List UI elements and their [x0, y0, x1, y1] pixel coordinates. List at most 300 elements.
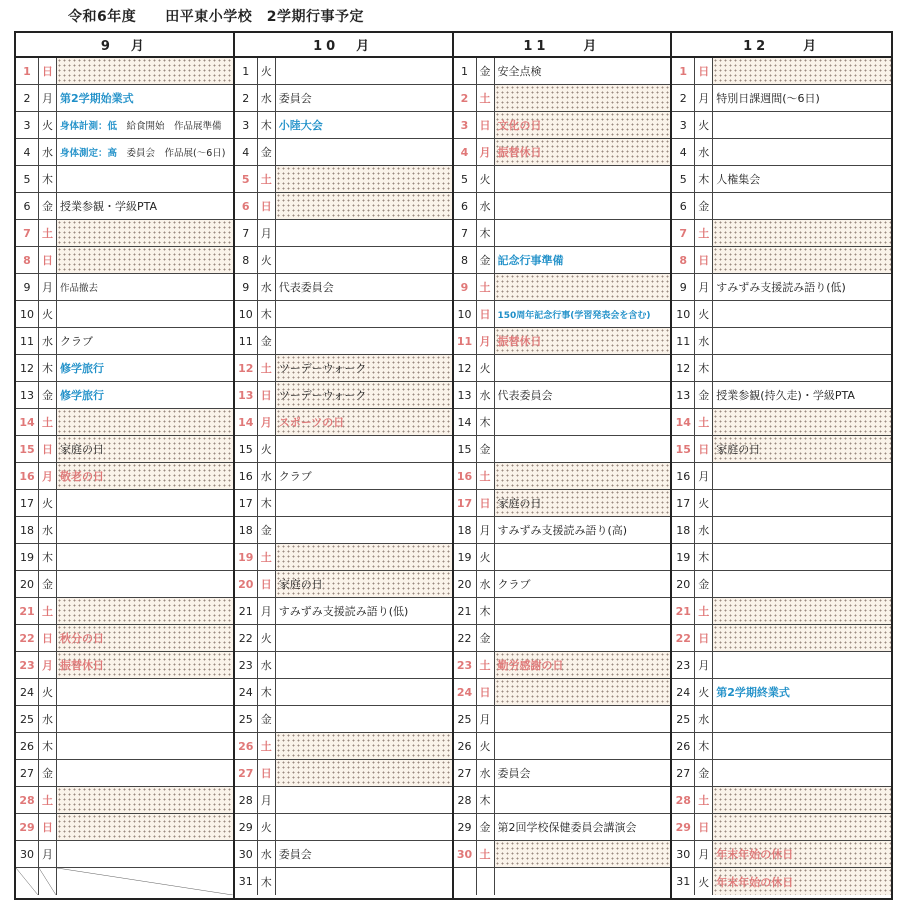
event-text [57, 841, 233, 867]
day-number: 21 [672, 598, 695, 624]
event-text: 家庭の日 [713, 436, 891, 462]
weekday: 火 [695, 868, 713, 895]
day-number: 5 [454, 166, 477, 192]
day-row [454, 814, 671, 841]
day-row [235, 85, 452, 112]
event-text [57, 517, 233, 543]
event-text: 授業参観・学級PTA [60, 200, 158, 213]
day-row [672, 436, 891, 463]
day-number: 14 [235, 409, 258, 435]
day-row [672, 409, 891, 436]
day-row [235, 490, 452, 517]
day-number: 2 [16, 85, 39, 111]
weekday: 火 [39, 112, 57, 138]
day-number: 5 [235, 166, 258, 192]
event-text [495, 868, 671, 895]
weekday: 土 [695, 409, 713, 435]
day-number: 15 [454, 436, 477, 462]
event-text [276, 814, 452, 840]
day-row [454, 220, 671, 247]
day-number: 22 [672, 625, 695, 651]
day-row [672, 247, 891, 274]
weekday: 木 [39, 355, 57, 381]
event-text [276, 679, 452, 705]
event-text [276, 544, 452, 570]
day-row [672, 355, 891, 382]
event-text: クラブ [278, 470, 312, 483]
day-row [672, 85, 891, 112]
day-number: 15 [235, 436, 258, 462]
event-text: 年末年始の休日 [713, 868, 891, 895]
day-row [235, 247, 452, 274]
weekday: 土 [258, 166, 276, 192]
event-text [495, 544, 671, 570]
event-text: 秋分の日 [57, 625, 233, 651]
day-row [235, 814, 452, 841]
day-number: 21 [235, 598, 258, 624]
day-row [454, 679, 671, 706]
event-text [276, 58, 452, 84]
weekday: 月 [258, 787, 276, 813]
day-number: 15 [16, 436, 39, 462]
weekday: 日 [39, 814, 57, 840]
day-number: 4 [235, 139, 258, 165]
day-row [235, 139, 452, 166]
day-number: 18 [235, 517, 258, 543]
day-row [235, 382, 452, 409]
weekday: 木 [39, 166, 57, 192]
day-number: 29 [16, 814, 39, 840]
day-row [235, 652, 452, 679]
day-row [16, 463, 233, 490]
month-column [235, 33, 454, 898]
weekday: 日 [477, 112, 495, 138]
day-number: 7 [672, 220, 695, 246]
day-row [454, 652, 671, 679]
weekday: 火 [477, 166, 495, 192]
day-row [235, 571, 452, 598]
event-text [276, 247, 452, 273]
day-row [454, 274, 671, 301]
day-row [16, 733, 233, 760]
event-text: 代表委員会 [278, 281, 334, 294]
day-row [454, 841, 671, 868]
day-number: 13 [454, 382, 477, 408]
day-row [672, 625, 891, 652]
weekday: 金 [695, 382, 713, 408]
blank-slash [16, 868, 38, 895]
day-number: 7 [454, 220, 477, 246]
event-text: ツーデーウォーク [276, 355, 452, 381]
day-row [454, 139, 671, 166]
day-number: 12 [672, 355, 695, 381]
event-text [713, 355, 891, 381]
day-number: 8 [16, 247, 39, 273]
event-part: 身体測定：高 [60, 148, 118, 159]
month-column [672, 33, 891, 898]
month-header: 9 月 [16, 33, 233, 58]
event-text: クラブ [497, 578, 531, 591]
weekday: 金 [258, 139, 276, 165]
weekday: 日 [695, 247, 713, 273]
day-row [454, 247, 671, 274]
day-row [672, 544, 891, 571]
day-row [16, 706, 233, 733]
day-row [16, 841, 233, 868]
event-part: 身体計測：低 [60, 121, 118, 132]
day-row [672, 193, 891, 220]
weekday: 木 [258, 490, 276, 516]
day-number: 18 [672, 517, 695, 543]
day-number: 31 [235, 868, 258, 895]
day-row [16, 58, 233, 85]
event-text: 委員会 [278, 848, 312, 861]
weekday: 火 [477, 544, 495, 570]
day-number: 23 [235, 652, 258, 678]
weekday: 水 [39, 706, 57, 732]
event-text: 勤労感謝の日 [495, 652, 671, 678]
day-number: 24 [454, 679, 477, 705]
day-row [672, 760, 891, 787]
day-row [672, 139, 891, 166]
weekday: 土 [39, 787, 57, 813]
event-text [495, 85, 671, 111]
event-text [713, 139, 891, 165]
event-text: 家庭の日 [276, 571, 452, 597]
weekday: 日 [477, 490, 495, 516]
event-text [276, 301, 452, 327]
event-text: ツーデーウォーク [276, 382, 452, 408]
weekday: 月 [477, 706, 495, 732]
calendar-grid [14, 31, 893, 900]
day-row [235, 409, 452, 436]
weekday: 火 [39, 301, 57, 327]
event-text [713, 625, 891, 651]
day-row [454, 436, 671, 463]
day-number: 26 [16, 733, 39, 759]
day-number: 16 [16, 463, 39, 489]
day-row [235, 868, 452, 895]
day-number: 2 [235, 85, 258, 111]
event-text: 代表委員会 [497, 389, 553, 402]
weekday: 水 [477, 571, 495, 597]
event-text [713, 517, 891, 543]
day-number: 8 [454, 247, 477, 273]
day-row [454, 787, 671, 814]
day-number: 6 [235, 193, 258, 219]
day-row [16, 139, 233, 166]
weekday: 土 [39, 220, 57, 246]
day-row [16, 112, 233, 139]
event-text [713, 571, 891, 597]
event-text [713, 733, 891, 759]
day-row [16, 220, 233, 247]
day-row [454, 733, 671, 760]
blank-slash [39, 868, 56, 895]
event-text: 振替休日 [57, 652, 233, 678]
day-number: 8 [235, 247, 258, 273]
event-text: 振替休日 [495, 139, 671, 165]
event-text: 文化の日 [495, 112, 671, 138]
day-number: 26 [454, 733, 477, 759]
day-number: 21 [16, 598, 39, 624]
day-number: 29 [672, 814, 695, 840]
weekday: 水 [695, 517, 713, 543]
day-number: 12 [454, 355, 477, 381]
day-row [454, 193, 671, 220]
day-number: 7 [16, 220, 39, 246]
day-number: 1 [672, 58, 695, 84]
event-text [57, 58, 233, 84]
day-row [454, 58, 671, 85]
event-text [57, 787, 233, 813]
weekday: 水 [39, 517, 57, 543]
weekday: 木 [258, 679, 276, 705]
day-number: 24 [16, 679, 39, 705]
weekday: 水 [477, 193, 495, 219]
event-text [57, 814, 233, 840]
weekday: 月 [477, 139, 495, 165]
event-text [57, 166, 233, 192]
weekday: 火 [477, 733, 495, 759]
day-row [16, 328, 233, 355]
weekday: 日 [258, 382, 276, 408]
weekday: 金 [258, 328, 276, 354]
day-number: 11 [16, 328, 39, 354]
weekday: 土 [477, 652, 495, 678]
event-text [57, 112, 233, 138]
event-text [713, 706, 891, 732]
weekday: 火 [258, 247, 276, 273]
weekday: 日 [39, 247, 57, 273]
day-number: 30 [16, 841, 39, 867]
event-text [495, 598, 671, 624]
weekday: 月 [695, 841, 713, 867]
weekday: 火 [258, 814, 276, 840]
weekday: 土 [695, 787, 713, 813]
day-row [454, 409, 671, 436]
weekday: 土 [477, 841, 495, 867]
day-row [454, 625, 671, 652]
event-text: 人権集会 [716, 173, 761, 186]
day-number: 26 [672, 733, 695, 759]
event-text [713, 247, 891, 273]
day-number: 20 [235, 571, 258, 597]
weekday: 日 [258, 760, 276, 786]
event-text [495, 706, 671, 732]
day-number: 19 [672, 544, 695, 570]
weekday: 土 [477, 85, 495, 111]
event-text [276, 166, 452, 192]
event-text: クラブ [60, 335, 93, 348]
weekday: 土 [695, 598, 713, 624]
day-number: 18 [454, 517, 477, 543]
event-text [57, 571, 233, 597]
day-number: 12 [235, 355, 258, 381]
day-row [16, 652, 233, 679]
day-row [235, 787, 452, 814]
day-number: 17 [672, 490, 695, 516]
day-row [672, 814, 891, 841]
day-row [235, 625, 452, 652]
weekday: 金 [477, 625, 495, 651]
weekday: 火 [39, 679, 57, 705]
day-number: 30 [454, 841, 477, 867]
day-number: 30 [672, 841, 695, 867]
day-row [672, 166, 891, 193]
day-row [454, 166, 671, 193]
event-text: 修学旅行 [60, 389, 104, 402]
day-number: 27 [16, 760, 39, 786]
day-row [235, 598, 452, 625]
day-number: 6 [16, 193, 39, 219]
day-number: 16 [454, 463, 477, 489]
day-row [672, 490, 891, 517]
day-number: 15 [672, 436, 695, 462]
weekday: 金 [39, 760, 57, 786]
weekday: 火 [695, 112, 713, 138]
day-number: 28 [672, 787, 695, 813]
event-text: 第2回学校保健委員会講演会 [497, 821, 637, 834]
weekday: 月 [695, 652, 713, 678]
weekday: 日 [39, 625, 57, 651]
day-row [672, 301, 891, 328]
day-number: 6 [454, 193, 477, 219]
weekday: 日 [258, 571, 276, 597]
day-number: 16 [235, 463, 258, 489]
day-row [454, 517, 671, 544]
day-row [454, 571, 671, 598]
event-text: すみずみ支援読み語り(低) [716, 281, 846, 294]
day-number: 11 [454, 328, 477, 354]
weekday [39, 868, 57, 895]
day-number: 4 [672, 139, 695, 165]
event-text [495, 733, 671, 759]
event-text [276, 436, 452, 462]
weekday: 金 [39, 382, 57, 408]
day-row [235, 301, 452, 328]
day-number: 20 [672, 571, 695, 597]
day-number: 10 [454, 301, 477, 327]
day-row [672, 328, 891, 355]
day-number: 1 [454, 58, 477, 84]
weekday: 木 [477, 598, 495, 624]
day-row [235, 355, 452, 382]
day-number: 11 [672, 328, 695, 354]
event-text: 授業参観(持久走)・学級PTA [716, 389, 855, 402]
day-row [235, 517, 452, 544]
weekday: 火 [258, 625, 276, 651]
event-text [713, 814, 891, 840]
event-text: 小陸大会 [278, 119, 323, 132]
weekday: 木 [695, 544, 713, 570]
event-text [495, 436, 671, 462]
day-row [672, 382, 891, 409]
weekday: 木 [258, 112, 276, 138]
event-text [713, 193, 891, 219]
weekday: 月 [39, 841, 57, 867]
weekday: 金 [258, 706, 276, 732]
event-text [276, 760, 452, 786]
event-text: 安全点検 [497, 65, 542, 78]
day-row [16, 409, 233, 436]
weekday: 水 [258, 463, 276, 489]
weekday: 月 [258, 598, 276, 624]
weekday: 火 [695, 679, 713, 705]
event-text [57, 706, 233, 732]
day-number: 9 [16, 274, 39, 300]
day-number: 27 [235, 760, 258, 786]
day-row [454, 868, 671, 895]
weekday: 金 [477, 58, 495, 84]
day-row [16, 490, 233, 517]
day-number: 28 [16, 787, 39, 813]
day-number: 20 [16, 571, 39, 597]
event-text [57, 733, 233, 759]
event-text [495, 193, 671, 219]
weekday: 木 [39, 733, 57, 759]
day-row [235, 274, 452, 301]
day-row [16, 571, 233, 598]
weekday: 木 [477, 787, 495, 813]
weekday: 木 [695, 166, 713, 192]
day-number: 11 [235, 328, 258, 354]
day-row [235, 733, 452, 760]
day-row [16, 787, 233, 814]
event-part: 給食開始 作品展準備 [117, 121, 222, 132]
day-number: 23 [16, 652, 39, 678]
day-number: 18 [16, 517, 39, 543]
weekday: 月 [39, 463, 57, 489]
day-number: 24 [672, 679, 695, 705]
event-text: 家庭の日 [57, 436, 233, 462]
day-number [454, 868, 477, 895]
day-number: 19 [235, 544, 258, 570]
event-text [57, 247, 233, 273]
weekday: 日 [39, 58, 57, 84]
day-number: 24 [235, 679, 258, 705]
day-row [16, 760, 233, 787]
event-part: 委員会 作品展(～6日) [117, 148, 226, 159]
day-number: 23 [454, 652, 477, 678]
day-number: 8 [672, 247, 695, 273]
weekday: 月 [39, 85, 57, 111]
day-number: 27 [454, 760, 477, 786]
day-row [672, 220, 891, 247]
weekday: 水 [258, 652, 276, 678]
event-text [57, 760, 233, 786]
event-text [713, 409, 891, 435]
event-text [276, 625, 452, 651]
event-text [276, 193, 452, 219]
day-row [16, 436, 233, 463]
month-column [16, 33, 235, 898]
weekday: 水 [39, 328, 57, 354]
weekday: 土 [695, 220, 713, 246]
weekday: 木 [695, 733, 713, 759]
event-text: すみずみ支援読み語り(高) [497, 524, 628, 537]
day-row [235, 706, 452, 733]
day-row [672, 652, 891, 679]
day-number: 17 [454, 490, 477, 516]
weekday: 木 [258, 301, 276, 327]
weekday: 火 [258, 58, 276, 84]
day-number: 4 [16, 139, 39, 165]
day-row [16, 355, 233, 382]
day-number: 25 [672, 706, 695, 732]
day-number: 13 [16, 382, 39, 408]
event-text [57, 598, 233, 624]
